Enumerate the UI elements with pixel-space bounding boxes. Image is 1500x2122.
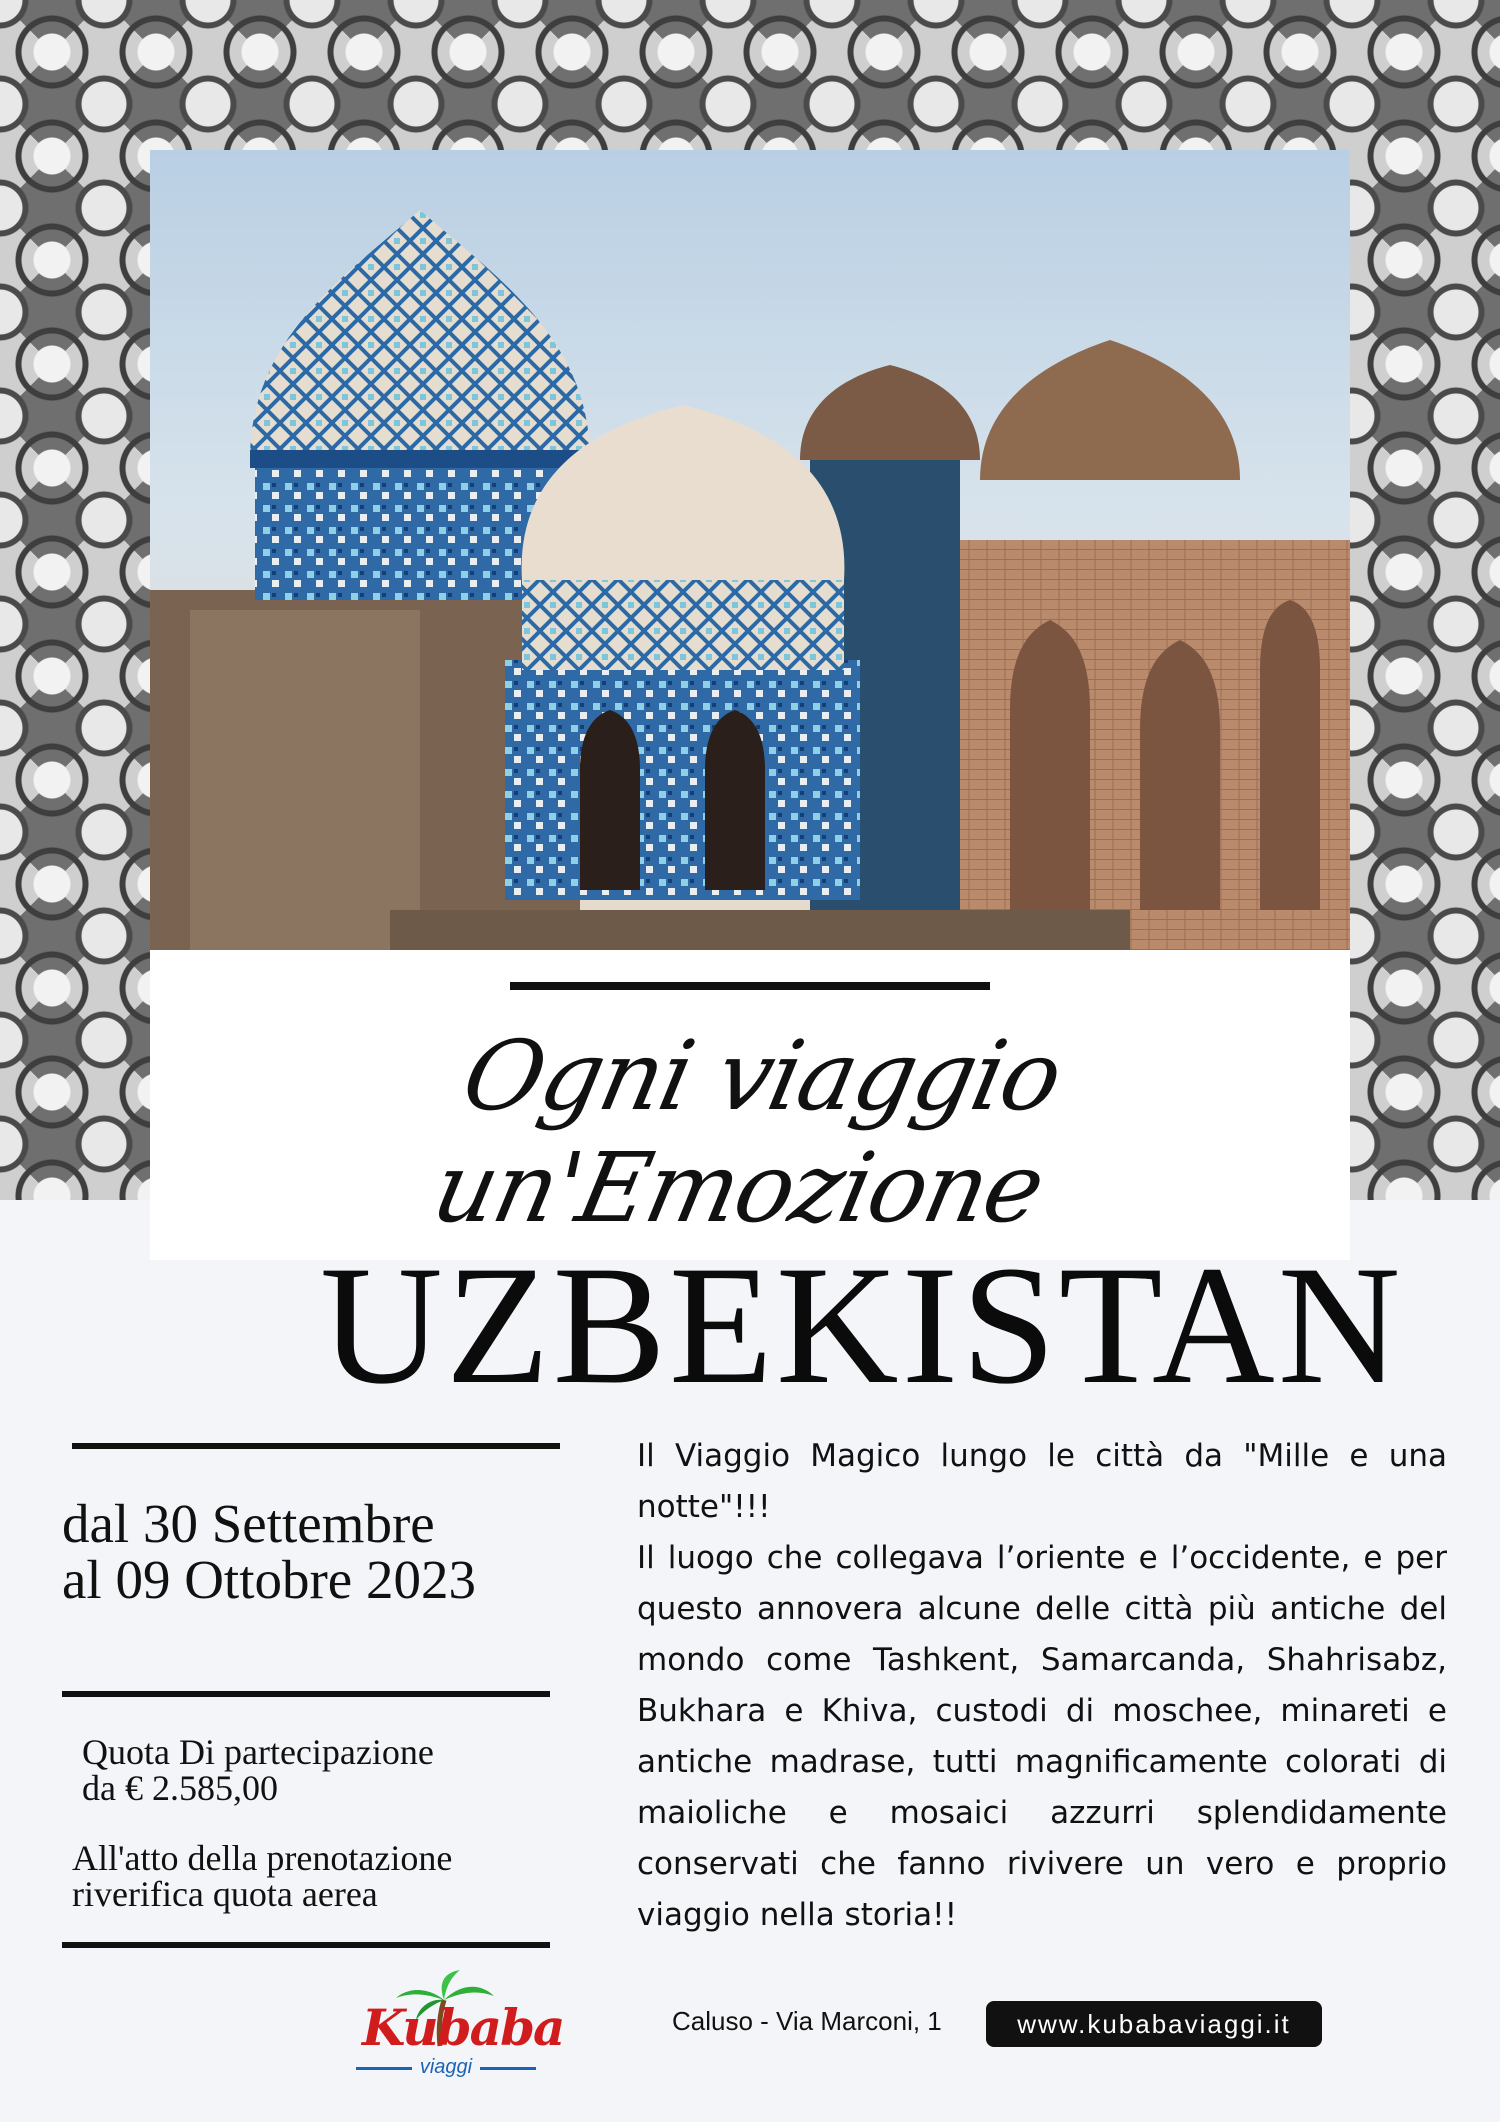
dates-line-2: al 09 Ottobre 2023 (62, 1549, 476, 1610)
description-body: Il luogo che collegava l’oriente e l’occidente, e per questo annovera alcune delle città più antiche del mondo come Tashkent, Samarcanda, Shahrisabz, Bukhara e Khiva, custodi di moschee, minareti e antiche madrase, tutti magnificamente colorati di maioliche e mosaici azzurri splendidamente conservati che fanno rivivere un vero e proprio viaggio nella storia!! (637, 1540, 1447, 1933)
kubaba-logo (352, 1968, 564, 2080)
booking-note (72, 1840, 452, 1912)
logo-sub: viaggi (419, 2056, 473, 2078)
slogan-banner (150, 950, 1350, 1260)
destination-title: UZBEKISTAN (320, 1231, 1404, 1419)
hero-photo-mausoleums (150, 150, 1350, 950)
description-intro: Il Viaggio Magico lungo le città da "Mille e una notte"!!! (637, 1438, 1447, 1525)
price-value: da € 2.585,00 (82, 1768, 278, 1808)
agency-address: Caluso - Via Marconi, 1 (672, 2006, 942, 2036)
trip-description (637, 1431, 1447, 1941)
price-label: Quota Di partecipazione (82, 1732, 434, 1772)
banner-rule (510, 982, 990, 990)
dates-line-1: dal 30 Settembre (62, 1493, 435, 1554)
divider-bottom (62, 1942, 550, 1948)
divider-middle (62, 1691, 550, 1697)
logo-wave-right (480, 2067, 536, 2070)
logo-brand: Kubaba (362, 1998, 564, 2057)
note-line-2: riverifica quota aerea (72, 1874, 378, 1914)
note-line-1: All'atto della prenotazione (72, 1838, 453, 1878)
divider-top (72, 1443, 560, 1449)
slogan-text: Ogni viaggio un'Emozione (423, 1020, 1071, 1244)
travel-dates (62, 1493, 476, 1610)
website-link[interactable]: www.kubabaviaggi.it (986, 2001, 1322, 2047)
price-block (82, 1734, 434, 1806)
